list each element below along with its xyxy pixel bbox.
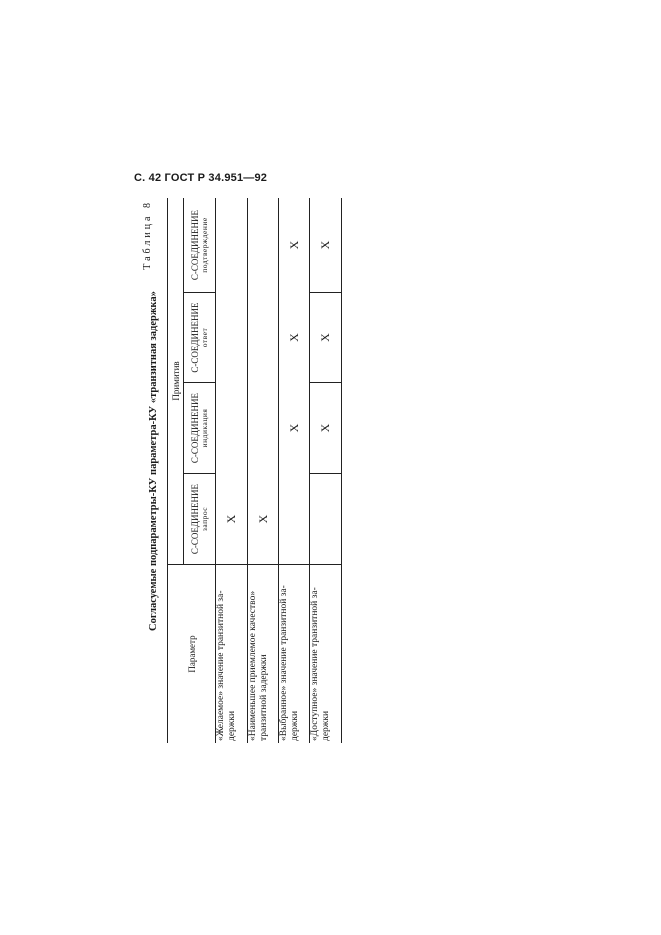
table-cell-mark: X bbox=[286, 423, 301, 433]
table-cell-mark: X bbox=[255, 514, 270, 524]
page-header: С. 42 ГОСТ Р 34.951—92 bbox=[134, 172, 268, 184]
column-name: С-СОЕДИНЕНИЕ bbox=[189, 392, 200, 464]
table-cell-mark bbox=[248, 293, 278, 382]
table-cell-mark bbox=[248, 198, 278, 292]
param-line: «Желаемое» значение транзитной за- bbox=[216, 590, 226, 741]
table-cell-mark bbox=[216, 198, 247, 292]
param-header: Параметр bbox=[186, 635, 197, 673]
column-subname: запрос bbox=[199, 506, 209, 532]
param-line: держки bbox=[321, 710, 331, 741]
column-subname: ответ bbox=[199, 327, 209, 348]
column-header bbox=[184, 198, 215, 292]
table-cell-mark: X bbox=[286, 240, 301, 250]
column-header bbox=[184, 383, 215, 473]
table-row-param bbox=[216, 567, 247, 743]
rotated-table-block bbox=[142, 198, 343, 743]
column-name: С-СОЕДИНЕНИЕ bbox=[189, 302, 200, 373]
table-row-param bbox=[279, 567, 309, 743]
table-cell-mark: X bbox=[318, 423, 332, 433]
column-name: С-СОЕДИНЕНИЕ bbox=[189, 483, 200, 555]
table-bottom-rule bbox=[341, 198, 342, 743]
table-cell-mark bbox=[248, 383, 278, 473]
param-line: держки bbox=[290, 710, 300, 741]
column-subname: индикация bbox=[199, 408, 209, 448]
table-cell-mark: X bbox=[224, 514, 238, 524]
column-name: С-СОЕДИНЕНИЕ bbox=[189, 209, 200, 281]
column-header bbox=[184, 474, 215, 564]
table-cell-mark: X bbox=[318, 333, 332, 342]
table bbox=[145, 198, 343, 743]
column-header bbox=[184, 293, 215, 382]
table-cell-mark bbox=[216, 293, 247, 382]
primitives-header: Примитив bbox=[170, 361, 181, 401]
table-cell-mark bbox=[216, 383, 247, 473]
table-cell-mark bbox=[279, 474, 309, 564]
column-subname: подтверждение bbox=[199, 217, 209, 273]
table-cell-mark: X bbox=[286, 333, 301, 342]
table-row-param bbox=[248, 567, 278, 743]
table-title: Согласуемые подпараметры-КУ параметра-КУ «транзитная задержка» bbox=[148, 291, 159, 631]
table-cell-mark: X bbox=[318, 240, 332, 250]
param-line: «Наименьшее приемлемое качество» bbox=[248, 590, 258, 741]
table-row-param bbox=[310, 567, 341, 743]
param-line: «Доступное» значение транзитной за- bbox=[310, 587, 320, 741]
param-line: держки bbox=[227, 710, 237, 741]
table-cell-mark bbox=[310, 474, 341, 564]
param-line: транзитной задержки bbox=[259, 654, 269, 741]
param-line: «Выбранное» значение транзитной за- bbox=[279, 585, 289, 741]
table-label: Таблица 8 bbox=[142, 200, 153, 270]
